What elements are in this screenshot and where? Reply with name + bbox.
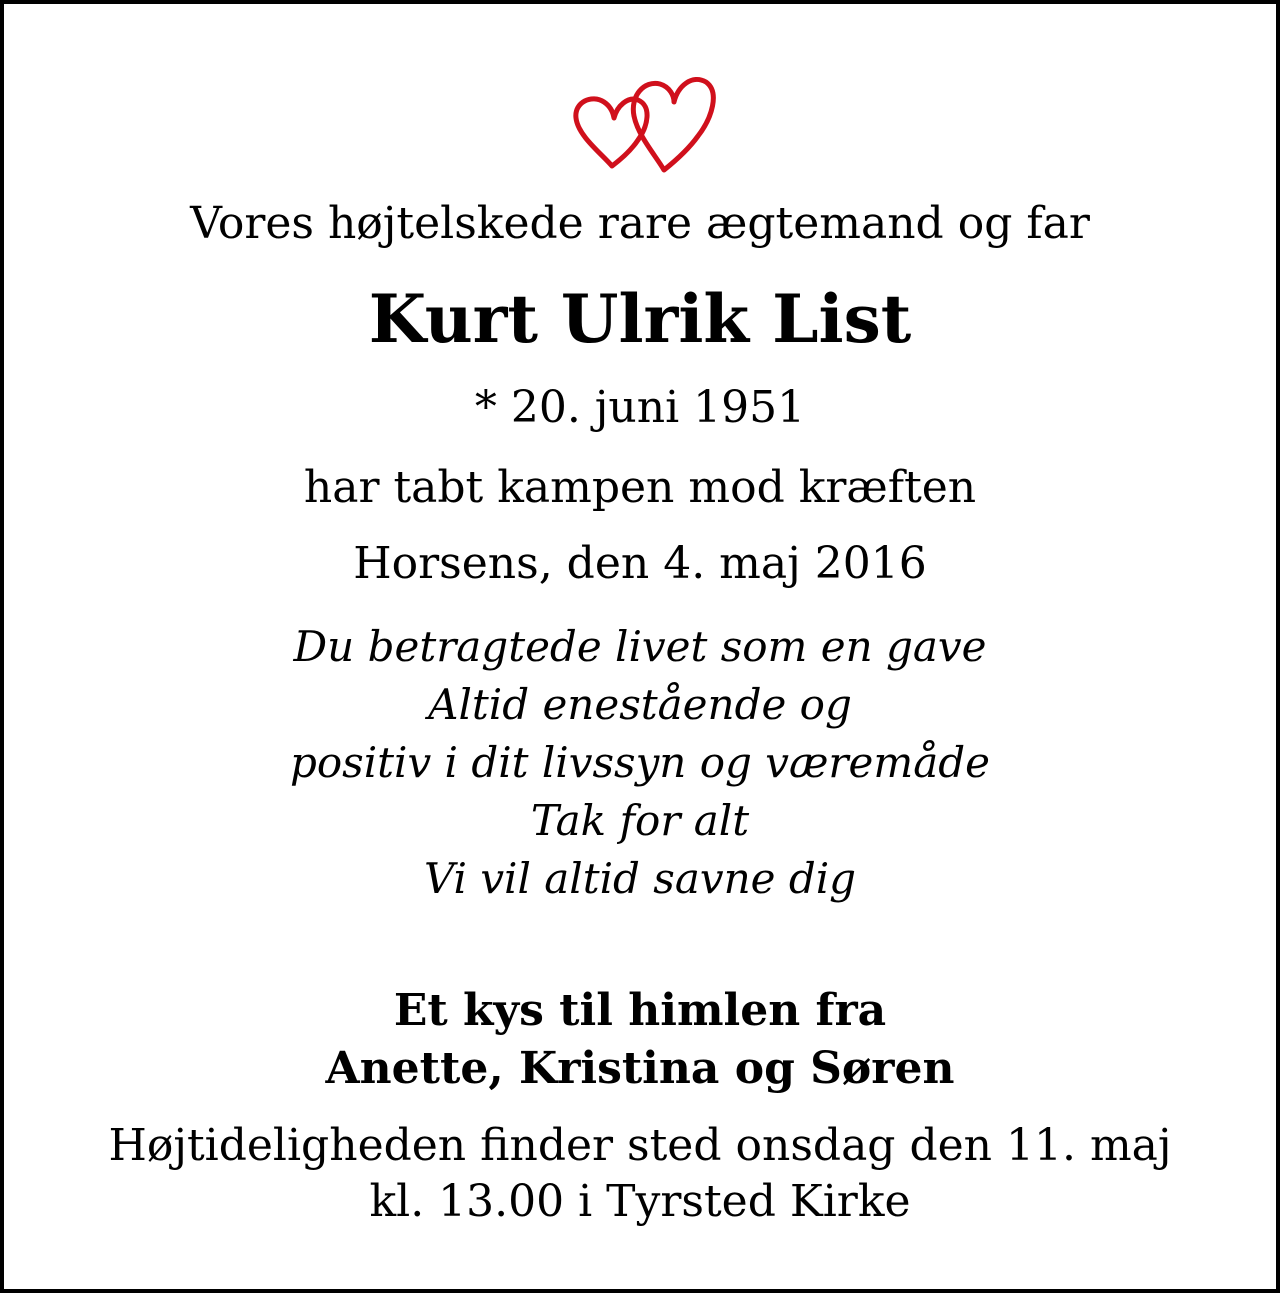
poem-line: Altid enestående og	[428, 680, 852, 729]
intro-text: Vores højtelskede rare ægtemand og far	[190, 198, 1090, 249]
ceremony-line: Højtideligheden finder sted onsdag den 11. maj	[108, 1120, 1172, 1171]
signature-line: Et kys til himlen fra	[393, 985, 887, 1036]
ceremony-line: kl. 13.00 i Tyrsted Kirke	[369, 1176, 911, 1227]
poem	[4, 618, 1276, 908]
family-signature	[4, 982, 1276, 1098]
deceased-name: Kurt Ulrik List	[368, 280, 912, 358]
poem-line: Tak for alt	[530, 796, 750, 845]
ceremony-info	[4, 1118, 1276, 1230]
poem-line: Du betragtede livet som en gave	[293, 622, 987, 671]
death-cause-text: har tabt kampen mod kræften	[303, 462, 977, 513]
signature-line: Anette, Kristina og Søren	[325, 1043, 955, 1094]
intertwined-hearts-icon	[572, 66, 718, 174]
place-and-date: Horsens, den 4. maj 2016	[353, 538, 927, 589]
birth-date: * 20. juni 1951	[474, 382, 806, 433]
poem-line: Vi vil altid savne dig	[423, 854, 857, 903]
left-heart	[576, 99, 647, 166]
poem-line: positiv i dit livssyn og væremåde	[290, 738, 990, 787]
